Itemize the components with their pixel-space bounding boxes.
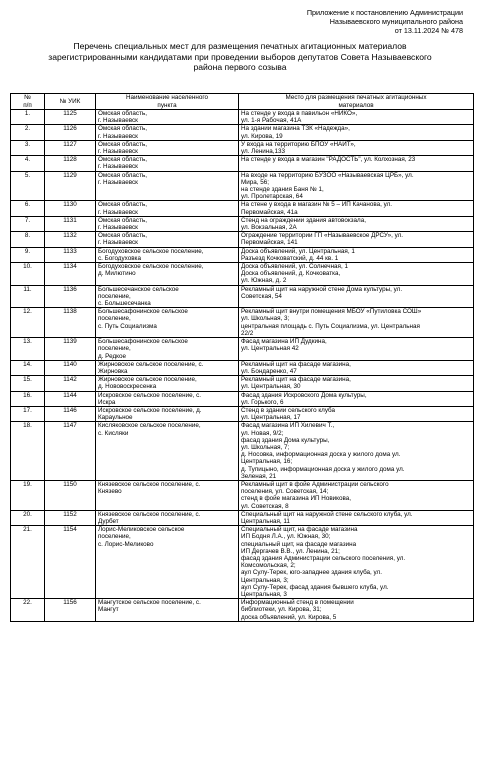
settlement-name-line: с. Кисляки xyxy=(98,429,129,437)
table-row xyxy=(11,391,474,406)
placement-location xyxy=(239,376,474,391)
table-row xyxy=(11,110,474,125)
settlement-name-line: Лорис-Меликовское сельское xyxy=(98,526,185,534)
placement-location-line: Ограждение территории ГП «Называевское ДРСУ», ул. xyxy=(241,232,404,240)
table-row xyxy=(11,599,474,622)
uik-number: 1150 xyxy=(45,480,96,510)
placement-location-line: центральная площадь с. Путь Социализма, ул. Центральная xyxy=(241,322,420,330)
settlement-name xyxy=(96,263,239,286)
uik-number: 1146 xyxy=(45,406,96,421)
placement-location-line: У входа на территорию БПОУ «НАИТ», xyxy=(241,140,356,148)
document-title xyxy=(10,41,470,73)
placement-location-line: Рекламный щит на фасаде магазина, xyxy=(241,376,351,384)
settlement-name-line: Искровское сельское поселение, д. xyxy=(98,406,202,414)
placement-location-line: доска объявлений, ул. Кирова, 5 xyxy=(241,613,337,621)
placement-location-line: ул. Кирова, 19 xyxy=(241,132,283,140)
uik-number: 1156 xyxy=(45,599,96,622)
table-row xyxy=(11,171,474,201)
placement-location xyxy=(239,125,474,140)
placement-location-line: Центральная, 3; xyxy=(241,576,289,584)
settlement-name-line: Мангутское сельское поселение, с. xyxy=(98,599,201,607)
settlement-name xyxy=(96,360,239,375)
uik-number: 1147 xyxy=(45,422,96,481)
table-body xyxy=(11,110,474,622)
placement-location-line: стенд в фойе магазина ИП Новикова, xyxy=(241,495,352,503)
placement-location-line: аул Сулу-Терек, фасад здания бывшего клуба, ул. xyxy=(241,583,389,591)
placement-location-line: Стенд в здании сельского клуба xyxy=(241,406,336,414)
table-row xyxy=(11,376,474,391)
settlement-name-line: с. Путь Социализма xyxy=(98,322,157,330)
settlement-name-line: Большесафонинское сельское xyxy=(98,308,188,316)
placement-location-line: аул Сулу-Терек, юго-западнее здания клуба, ул. xyxy=(241,569,382,577)
settlement-name xyxy=(96,480,239,510)
column-header-num: № п/п xyxy=(11,94,45,110)
settlement-name-line: Князевское сельское поселение, с. xyxy=(98,510,201,518)
table-row xyxy=(11,480,474,510)
table-header-row xyxy=(11,94,474,110)
placement-location xyxy=(239,422,474,481)
placement-table xyxy=(10,93,474,622)
placement-location-line: Доска объявлений, д. Кочковатка, xyxy=(241,270,341,278)
placement-location-line: Рекламный щит в фойе Администрации сельского xyxy=(241,480,389,488)
uik-number: 1144 xyxy=(45,391,96,406)
settlement-name-line: д. Нововоскресенка xyxy=(98,383,157,391)
uik-number: 1142 xyxy=(45,376,96,391)
settlement-name-line: с. Богодуховка xyxy=(98,254,141,262)
settlement-name-line: Кисляковское сельское поселение, xyxy=(98,422,201,430)
placement-location-line: Рекламный щит на фасаде магазина, xyxy=(241,360,351,368)
row-number: 17. xyxy=(11,406,45,421)
settlement-name-line: поселение, xyxy=(98,315,131,323)
placement-location-line: поселения, ул. Советская, 14; xyxy=(241,488,329,496)
placement-location-line: ул. Центральная 42 xyxy=(241,345,299,353)
placement-location xyxy=(239,285,474,308)
settlement-name-line: с. Большесечанка xyxy=(98,300,151,308)
placement-location-line: Зеленая, 21 xyxy=(241,472,277,480)
settlement-name-line: поселение, xyxy=(98,533,131,541)
row-number: 8. xyxy=(11,232,45,247)
table-row xyxy=(11,247,474,262)
placement-location-line: Первомайская, 41а xyxy=(241,208,298,216)
placement-location-line: д. Носовка, информационная доска у жилого дома ул. xyxy=(241,451,401,459)
settlement-name-line: поселение, xyxy=(98,345,131,353)
placement-location xyxy=(239,140,474,155)
placement-location-line: фасад здания Администрации сельского поселения, ул. xyxy=(241,554,406,562)
placement-location-line: ул. Бондаренко, 47 xyxy=(241,367,297,375)
placement-location xyxy=(239,510,474,525)
table-row xyxy=(11,201,474,216)
placement-location-line: ул. Южная, д. 2 xyxy=(241,277,287,285)
placement-location-line: На здании магазина ТЗК «Надежда», xyxy=(241,125,350,133)
settlement-name xyxy=(96,171,239,201)
table-row xyxy=(11,360,474,375)
placement-location-line: ул. Советская, 8 xyxy=(241,502,289,510)
settlement-name xyxy=(96,422,239,481)
uik-number: 1136 xyxy=(45,285,96,308)
placement-location-line: ул. 1-я Рабочая, 41А xyxy=(241,117,302,125)
settlement-name xyxy=(96,391,239,406)
placement-location-line: ИП Бодня Л.А., ул. Южная, 30; xyxy=(241,533,331,541)
settlement-name xyxy=(96,232,239,247)
settlement-name-line: Князевское сельское поселение, с. xyxy=(98,480,201,488)
column-header-place: Наименование населенного пункта xyxy=(96,94,239,110)
uik-number: 1154 xyxy=(45,526,96,599)
settlement-name-line: Дурбет xyxy=(98,517,119,525)
row-number: 7. xyxy=(11,216,45,231)
settlement-name xyxy=(96,201,239,216)
settlement-name xyxy=(96,599,239,622)
placement-location-line: ул. Школьная, 7; xyxy=(241,443,290,451)
settlement-name-line: Караульное xyxy=(98,414,133,422)
settlement-name-line: Омская область, xyxy=(98,125,147,133)
table-row xyxy=(11,156,474,171)
placement-location-line: На стенде у входа в магазин "РАДОСТЬ", ул. Колхозная, 23 xyxy=(241,156,416,164)
uik-number: 1138 xyxy=(45,308,96,338)
placement-location-line: Рекламный щит на наружной стене Дома культуры, ул. xyxy=(241,285,403,293)
row-number: 20. xyxy=(11,510,45,525)
settlement-name-line: Богодуховское сельское поселение, xyxy=(98,263,204,271)
uik-number: 1130 xyxy=(45,201,96,216)
placement-location xyxy=(239,216,474,231)
uik-number: 1128 xyxy=(45,156,96,171)
placement-location-line: ул. Горького, 6 xyxy=(241,398,284,406)
settlement-name-line: д. Милютино xyxy=(98,270,136,278)
table-row xyxy=(11,140,474,155)
placement-location-line: ул. Ленина,133 xyxy=(241,148,286,156)
settlement-name-line: Богодуховское сельское поселение, xyxy=(98,247,204,255)
table-row xyxy=(11,232,474,247)
row-number: 15. xyxy=(11,376,45,391)
settlement-name xyxy=(96,125,239,140)
placement-location-line: Стенд на ограждении здания автовокзала, xyxy=(241,216,366,224)
row-number: 2. xyxy=(11,125,45,140)
placement-location-line: Центральная, 11 xyxy=(241,517,290,525)
placement-location-line: на стенде здания Баня № 1, xyxy=(241,186,324,194)
settlement-name xyxy=(96,140,239,155)
row-number: 3. xyxy=(11,140,45,155)
uik-number: 1129 xyxy=(45,171,96,201)
uik-number: 1127 xyxy=(45,140,96,155)
placement-location-line: фасад здания Дома культуры, xyxy=(241,436,330,444)
settlement-name-line: Искра xyxy=(98,398,116,406)
placement-location-line: ул. Центральная, 17 xyxy=(241,414,301,422)
placement-location-line: д. Тупицыно, информационная доска у жилого дома ул. xyxy=(241,465,405,473)
table-row xyxy=(11,263,474,286)
uik-number: 1139 xyxy=(45,338,96,361)
settlement-name-line: г. Называевск xyxy=(98,224,138,232)
row-number: 11. xyxy=(11,285,45,308)
placement-location-line: Доска объявлений, ул. Центральная, 1 xyxy=(241,247,355,255)
placement-location-line: специальный щит, на фасаде магазина xyxy=(241,540,357,548)
settlement-name-line: Жирновское сельское поселение, с. xyxy=(98,360,204,368)
placement-location xyxy=(239,308,474,338)
placement-location-line: ИП Дергачев В.В., ул. Ленина, 21; xyxy=(241,547,340,555)
row-number: 13. xyxy=(11,338,45,361)
settlement-name-line: Искровское сельское поселение, с. xyxy=(98,391,201,399)
table-row xyxy=(11,285,474,308)
settlement-name-line: Князево xyxy=(98,488,122,496)
placement-location-line: Центральная, 3 xyxy=(241,591,287,598)
placement-location-line: На входе на территорию БУЗОО «Называевская ЦРБ», ул. xyxy=(241,171,414,179)
settlement-name-line: г. Называевск xyxy=(98,148,138,156)
header-line: Называевского муниципального района xyxy=(329,17,463,26)
row-number: 10. xyxy=(11,263,45,286)
uik-number: 1152 xyxy=(45,510,96,525)
row-number: 6. xyxy=(11,201,45,216)
resolution-reference xyxy=(263,8,463,35)
uik-number: 1133 xyxy=(45,247,96,262)
header-line: от 13.11.2024 № 478 xyxy=(394,26,463,35)
title-line: района первого созыва xyxy=(193,62,287,73)
uik-number: 1126 xyxy=(45,125,96,140)
placement-location xyxy=(239,360,474,375)
placement-location xyxy=(239,232,474,247)
placement-location xyxy=(239,171,474,201)
title-line: Перечень специальных мест для размещения печатных агитационных материалов xyxy=(73,41,407,51)
settlement-name xyxy=(96,376,239,391)
row-number: 4. xyxy=(11,156,45,171)
settlement-name-line: Большесафонинское сельское xyxy=(98,338,188,346)
placement-location xyxy=(239,247,474,262)
row-number: 1. xyxy=(11,110,45,125)
placement-location-line: Советская, 54 xyxy=(241,292,282,300)
table-row xyxy=(11,216,474,231)
settlement-name-line: г. Называевск xyxy=(98,132,138,140)
placement-location-line: Фасад магазина ИП Хилевич Т., xyxy=(241,422,335,430)
placement-location-line: ул. Центральная, 30 xyxy=(241,383,301,391)
settlement-name-line: г. Называевск xyxy=(98,163,138,171)
placement-location xyxy=(239,480,474,510)
placement-location xyxy=(239,110,474,125)
table-row xyxy=(11,406,474,421)
settlement-name-line: Мангут xyxy=(98,606,119,614)
placement-location-line: Мира, 56; xyxy=(241,178,270,186)
table-row xyxy=(11,422,474,481)
placement-location xyxy=(239,406,474,421)
placement-location xyxy=(239,338,474,361)
header-line: Приложение к постановлению Администрации xyxy=(306,8,463,17)
placement-location xyxy=(239,263,474,286)
row-number: 14. xyxy=(11,360,45,375)
table-row xyxy=(11,526,474,599)
placement-location xyxy=(239,391,474,406)
settlement-name xyxy=(96,406,239,421)
column-header-location: Место для размещения печатных агитационных материалов xyxy=(239,94,474,110)
placement-location-line: Фасад магазина ИП Дудкина, xyxy=(241,338,327,346)
placement-location-line: Специальный щит на наружной стене сельского клуба, ул. xyxy=(241,510,413,518)
placement-location-line: Информационный стенд в помещении xyxy=(241,599,354,607)
settlement-name xyxy=(96,285,239,308)
column-header-uik: № УИК xyxy=(45,94,96,110)
placement-location-line: Специальный щит, на фасаде магазина xyxy=(241,526,358,534)
settlement-name xyxy=(96,247,239,262)
settlement-name-line: Омская область, xyxy=(98,232,147,240)
settlement-name-line: Омская область, xyxy=(98,156,147,164)
settlement-name-line: г. Называевск xyxy=(98,178,138,186)
uik-number: 1132 xyxy=(45,232,96,247)
settlement-name xyxy=(96,526,239,599)
table-row xyxy=(11,338,474,361)
uik-number: 1131 xyxy=(45,216,96,231)
settlement-name xyxy=(96,110,239,125)
settlement-name xyxy=(96,338,239,361)
settlement-name-line: Большесечанское сельское xyxy=(98,285,179,293)
row-number: 22. xyxy=(11,599,45,622)
settlement-name xyxy=(96,156,239,171)
uik-number: 1134 xyxy=(45,263,96,286)
settlement-name-line: Омская область, xyxy=(98,216,147,224)
settlement-name xyxy=(96,216,239,231)
settlement-name xyxy=(96,308,239,338)
placement-location-line: Комсомольская, 2; xyxy=(241,562,296,570)
placement-location-line: Разъезд Кочковатский, д. 44 кв. 1 xyxy=(241,254,339,262)
settlement-name-line: г. Называевск xyxy=(98,117,138,125)
row-number: 21. xyxy=(11,526,45,599)
placement-location-line: ул. Пролетарская, 64 xyxy=(241,193,303,201)
placement-location-line: библиотеки, ул. Кирова, 31; xyxy=(241,606,322,614)
settlement-name-line: Омская область, xyxy=(98,110,147,117)
settlement-name xyxy=(96,510,239,525)
placement-location-line: Фасад здания Искровского Дома культуры, xyxy=(241,391,367,399)
placement-location-line: ул. Школьная, 3; xyxy=(241,315,290,323)
settlement-name-line: г. Называевск xyxy=(98,239,138,247)
settlement-name-line: Жирновка xyxy=(98,367,128,375)
placement-location xyxy=(239,156,474,171)
settlement-name-line: поселение, xyxy=(98,292,131,300)
settlement-name-line: Омская область, xyxy=(98,140,147,148)
row-number: 18. xyxy=(11,422,45,481)
settlement-name-line: д. Редкое xyxy=(98,352,126,360)
uik-number: 1125 xyxy=(45,110,96,125)
row-number: 12. xyxy=(11,308,45,338)
settlement-name-line: Омская область, xyxy=(98,171,147,179)
placement-location xyxy=(239,599,474,622)
row-number: 9. xyxy=(11,247,45,262)
table-row xyxy=(11,125,474,140)
row-number: 5. xyxy=(11,171,45,201)
placement-location-line: Доска объявлений, ул. Солнечная, 1 xyxy=(241,263,348,271)
placement-location-line: Рекламный щит внутри помещения МБОУ «Путиловка СОШ» xyxy=(241,308,422,316)
placement-location-line: Центральная, 16; xyxy=(241,458,293,466)
placement-location-line: 22/2 xyxy=(241,329,254,337)
row-number: 19. xyxy=(11,480,45,510)
placement-location-line: ул. Вокзальная, 2А xyxy=(241,224,297,232)
placement-location xyxy=(239,526,474,599)
settlement-name-line: с. Лорис-Меликово xyxy=(98,540,154,548)
placement-location-line: ул. Новая, 9/2; xyxy=(241,429,284,437)
settlement-name-line: Омская область, xyxy=(98,201,147,209)
table-row xyxy=(11,308,474,338)
row-number: 16. xyxy=(11,391,45,406)
placement-location xyxy=(239,201,474,216)
placement-location-line: На стенде у входа в павильон «НИКО», xyxy=(241,110,358,117)
settlement-name-line: г. Называевск xyxy=(98,208,138,216)
table-row xyxy=(11,510,474,525)
placement-location-line: Первомайская, 141 xyxy=(241,239,298,247)
title-line: зарегистрированными кандидатами при проведении выборов депутатов Совета Называевского xyxy=(48,51,432,62)
settlement-name-line: Жирновское сельское поселение, xyxy=(98,376,197,384)
placement-location-line: На стене у входа в магазин № 5 – ИП Качанова, ул. xyxy=(241,201,393,209)
uik-number: 1140 xyxy=(45,360,96,375)
